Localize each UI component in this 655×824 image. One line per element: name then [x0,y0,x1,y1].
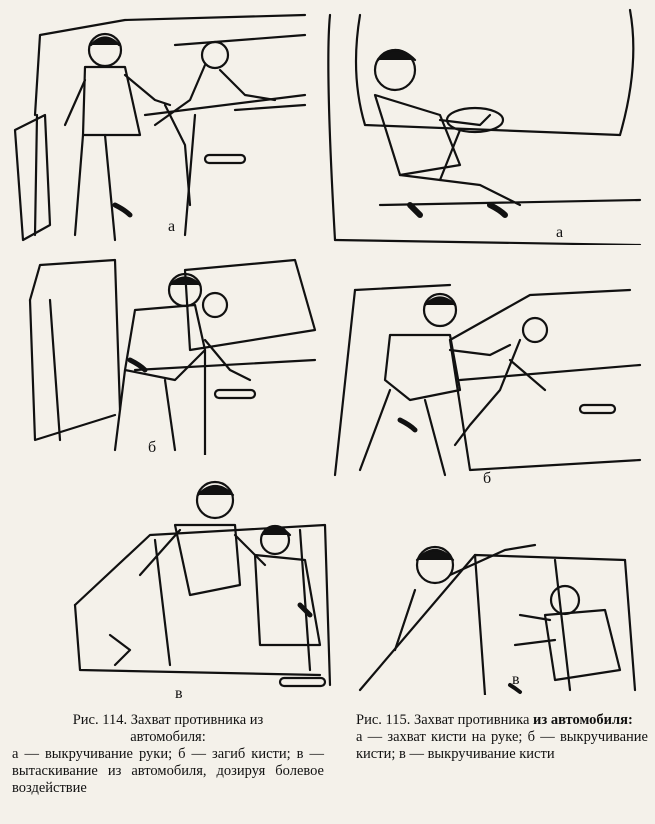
illustration-114b [15,250,320,455]
illustration-114c [20,465,335,695]
caption-fig115 [356,712,648,763]
panel-label-115c: в [512,671,520,688]
illustration-115b [330,280,645,485]
caption-fig115-title [356,712,648,729]
caption-fig114-title: Рис. 114. Захват противника из автомобиля: [72,712,264,745]
illustration-115c [355,520,645,695]
caption-fig115-body: а — захват кисти на руке; б — выкручивание кисти; в — выкручивание кисти [356,729,648,762]
illustration-114a [5,5,315,245]
caption-fig114 [12,712,324,797]
panel-label-114b: б [148,439,157,456]
panel-label-115a: а [556,224,564,241]
panel-label-115b: б [483,470,492,487]
panel-label-114c: в [175,685,183,702]
illustration-115a [320,5,650,245]
caption-fig115-title-plain: Рис. 115. Захват противника [356,712,534,728]
caption-fig115-title-bold: из автомобиля: [533,712,633,728]
panel-label-114a: а [168,218,176,235]
caption-fig114-body: а — выкручивание руки; б — загиб кисти; в — вытаскивание из автомобиля, дозируя болевое воздействие [12,746,324,796]
